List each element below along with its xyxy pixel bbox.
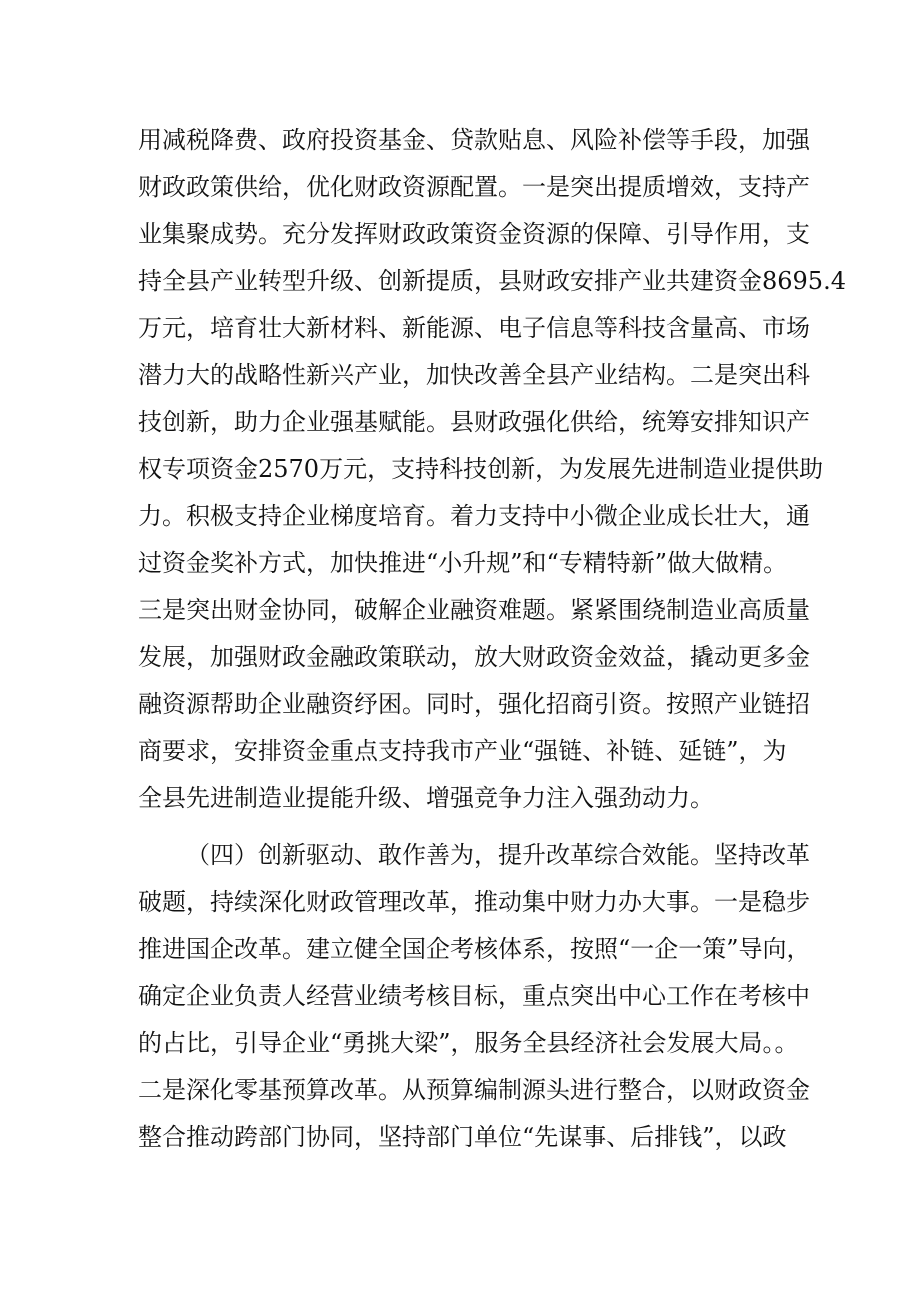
- paragraph-line: 二是深化零基预算改革。从预算编制源头进行整合，以财政资金: [138, 1076, 810, 1104]
- paragraph-line: 推进国企改革。建立健全国企考核体系，按照“一企一策”导向，: [138, 935, 811, 963]
- paragraph-line: 发展，加强财政金融政策联动，放大财政资金效益，撬动更多金: [138, 643, 810, 671]
- paragraph-line: 力。积极支持企业梯度培育。着力支持中小微企业成长壮大，通: [138, 502, 810, 530]
- paragraph-line: 全县先进制造业提能升级、增强竞争力注入强劲动力。: [138, 784, 714, 812]
- paragraph-line: 权专项资金2570万元，支持科技创新，为发展先进制造业提供助: [138, 455, 824, 483]
- paragraph-line: 整合推动跨部门协同，坚持部门单位“先谋事、后排钱”，以政: [138, 1123, 787, 1151]
- paragraph-line: 过资金奖补方式，加快推进“小升规”和“专精特新”做大做精。: [138, 549, 788, 577]
- paragraph-line: 潜力大的战略性新兴产业，加快改善全县产业结构。二是突出科: [138, 361, 810, 389]
- section-heading-line: （四）创新驱动、敢作善为，提升改革综合效能。坚持改革: [186, 841, 810, 869]
- paragraph-line: 融资源帮助企业融资纾困。同时，强化招商引资。按照产业链招: [138, 690, 810, 718]
- paragraph-line: 的占比，引导企业“勇挑大梁”，服务全县经济社会发展大局。。: [138, 1029, 799, 1057]
- paragraph-line: 三是突出财金协同，破解企业融资难题。紧紧围绕制造业高质量: [138, 596, 810, 624]
- paragraph-line: 用减税降费、政府投资基金、贷款贴息、风险补偿等手段，加强: [138, 126, 810, 154]
- paragraph-line: 业集聚成势。充分发挥财政政策资金资源的保障、引导作用，支: [138, 220, 810, 248]
- paragraph-line: 技创新，助力企业强基赋能。县财政强化供给，统筹安排知识产: [138, 408, 810, 436]
- paragraph-line: 持全县产业转型升级、创新提质，县财政安排产业共建资金8695.4: [138, 267, 846, 295]
- paragraph-line: 破题，持续深化财政管理改革，推动集中财力办大事。一是稳步: [138, 888, 810, 916]
- paragraph-line: 商要求，安排资金重点支持我市产业“强链、补链、延链”，为: [138, 737, 787, 765]
- paragraph-line: 确定企业负责人经营业绩考核目标，重点突出中心工作在考核中: [138, 982, 810, 1010]
- paragraph-line: 万元，培育壮大新材料、新能源、电子信息等科技含量高、市场: [138, 314, 810, 342]
- paragraph-line: 财政政策供给，优化财政资源配置。一是突出提质增效，支持产: [138, 173, 810, 201]
